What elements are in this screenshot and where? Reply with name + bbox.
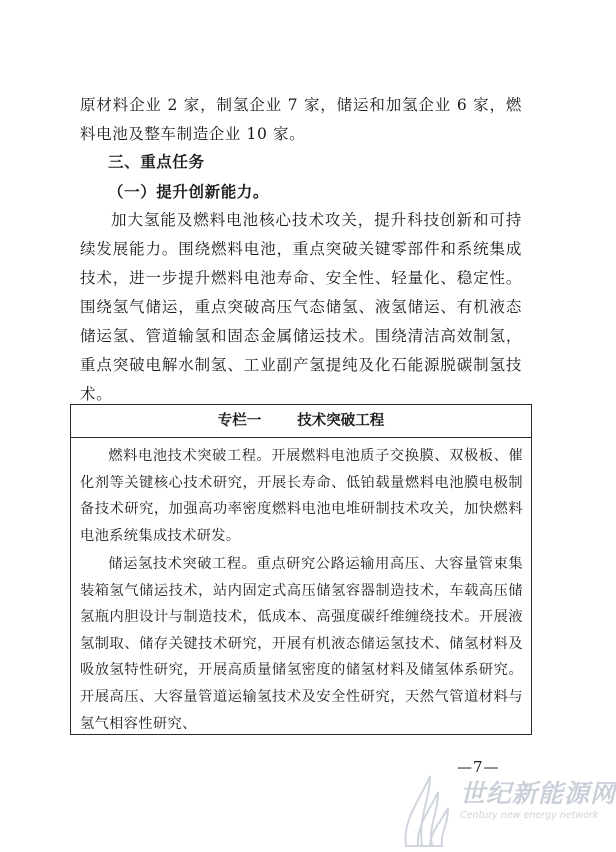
page-number: —7— — [457, 758, 500, 776]
watermark-logo — [400, 770, 616, 848]
intro-paragraph: 原材料企业 2 家，制氢企业 7 家，储运和加氢企业 6 家，燃料电池及整车制造企业 10 家。 — [80, 96, 522, 143]
watermark-name: 世纪新能源网 — [460, 779, 616, 808]
section-heading: 三、重点任务 — [108, 153, 205, 171]
subsection-heading: （一）提升创新能力。 — [108, 182, 270, 201]
column-box — [70, 404, 532, 735]
box-title-text: 技术突破工程 — [297, 413, 385, 429]
box-title-label: 专栏一 — [217, 413, 262, 429]
box-paragraph-hydrogen-storage: 储运氢技术突破工程。重点研究公路运输用高压、大容量管束集装箱氢气储运技术，站内固定式高压储氢容器制造技术，车载高压储氢瓶内胆设计与制造技术，低成本、高强度碳纤维缠绕技术。开展液氢制取、储存关键技术研究，开展有机液态储运氢技术、储氢材料及吸放氢特性研究，开展高质量储氢密度的储氢材料及储氢体系研究。开展高压、大容量管道运输氢技术及安全性研究，天然气管道材料与氢气相容性研究、 — [80, 556, 523, 732]
watermark-subtitle: Century new energy network — [460, 810, 599, 821]
body-paragraph: 加大氢能及燃料电池核心技术攻关，提升科技创新和可持续发展能力。围绕燃料电池，重点突破关键零部件和系统集成技术，进一步提升燃料电池寿命、安全性、轻量化、稳定性。围绕氢气储运，重点突破高压气态储氢、液氢储运、有机液态储运氢、管道输氢和固态金属储运技术。围绕清洁高效制氢，重点突破电解水制氢、工业副产氢提纯及化石能源脱碳制氢技术。 — [80, 211, 522, 403]
box-paragraph-fuel-cell: 燃料电池技术突破工程。开展燃料电池质子交换膜、双极板、催化剂等关键核心技术研究，开展长寿命、低铂载量燃料电池膜电极制备技术研究，加强高功率密度燃料电池电堆研制技术攻关，加快燃料电池系统集成技术研发。 — [80, 448, 523, 544]
box-title — [71, 405, 531, 438]
